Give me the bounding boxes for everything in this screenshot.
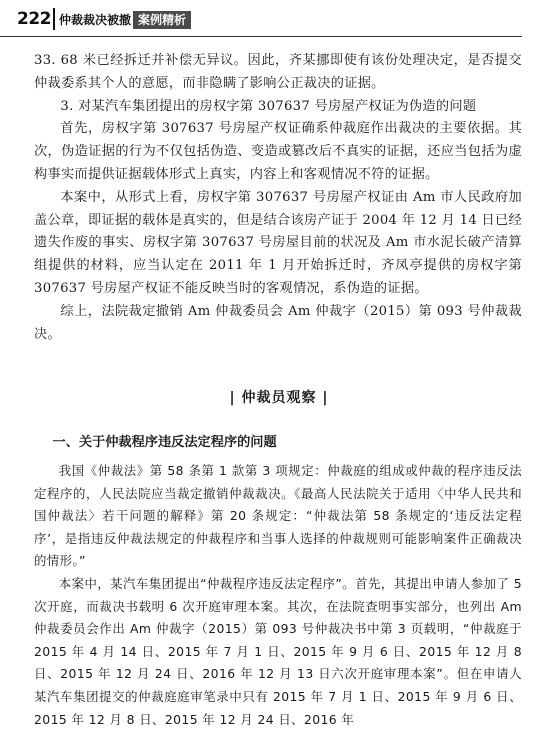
paragraph: 3. 对某汽车集团提出的房权字第 307637 号房屋产权证为伪造的问题 — [60, 98, 477, 114]
book-title: 仲裁裁决被撤 — [59, 13, 132, 27]
subsection-heading: 一、关于仲裁程序违反法定程序的问题 — [52, 435, 277, 450]
paragraph: 我国《仲裁法》第 58 条第 1 款第 3 项规定：仲裁庭的组成或仲裁的程序违反法定程序的，人民法院应当裁定撤销仲裁裁决。《最高人民法院关于适用〈中华人民共和国仲裁法〉若干问题的解释》第 20 条规定：“仲裁法第 58 条规定的‘违反法定程序’，是指违反仲裁法规定的仲裁程序和当事人选择的仲裁规则可能影响案件正确裁决的情形。” — [34, 463, 522, 569]
page-number: 222 — [17, 9, 51, 29]
running-header — [0, 0, 558, 36]
section-badge: 案例精析 — [133, 11, 191, 29]
header-rule — [0, 36, 522, 37]
arbitrator-observation-text — [34, 432, 522, 731]
paragraph: 综上，法院裁定撤销 Am 仲裁委员会 Am 仲裁字（2015）第 093 号仲裁裁决。 — [34, 303, 522, 342]
paragraph: 本案中，从形式上看，房权字第 307637 号房屋产权证由 Am 市人民政府加盖公章，即证据的载体是真实的，但是结合该房产证于 2004 年 12 月 14 日已经遗失作废的事实、房权字第 307637 号房屋目前的状况及 Am 市水泥长破产清算组提供的材料，应当认定在 2011 年 1 月开始拆迁时，齐凤亭提供的房权字第 307637 号房屋产权证不能反映当时的客观情况，系伪造的证据。 — [34, 189, 522, 296]
case-analysis-text — [34, 50, 522, 346]
section-title: | 仲裁员观察 | — [229, 390, 329, 406]
paragraph: 首先，房权字第 307637 号房屋产权证确系仲裁庭作出裁决的主要依据。其次，伪造证据的行为不仅包括伪造、变造或篡改后不真实的证据，还应当包括为虚构事实而提供证据载体形式上真实，内容上和客观情况不符的证据。 — [34, 121, 522, 182]
paragraph: 本案中，某汽车集团提出“仲裁程序违反法定程序”。首先，其提出申请人参加了 5 次开庭，而裁决书载明 6 次开庭审理本案。其次，在法院查明事实部分，也列出 Am 仲裁委员会作出 Am 仲裁字（2015）第 093 号仲裁决书中第 3 页载明，“仲裁庭于 2015 年 4 月 14 日、2015 年 7 月 1 日、2015 年 9 月 6 日、2015 年 12 月 8 日、2015 年 12 月 24 日、2016 年 12 月 13 日六次开庭审理本案”。但在申请人某汽车集团提交的仲裁庭庭审笔录中只有 2015 年 7 月 1 日、2015 年 9 月 6 日、2015 年 12 月 8 日、2015 年 12 月 24 日、2016 年 — [34, 575, 522, 727]
header-divider — [53, 8, 55, 30]
paragraph: 33. 68 米已经拆迁并补偿无异议。因此，齐某挪即使有该份处理决定，是否提交仲裁委系其个人的意愿，而非隐瞒了影响公正裁决的证据。 — [34, 53, 522, 91]
